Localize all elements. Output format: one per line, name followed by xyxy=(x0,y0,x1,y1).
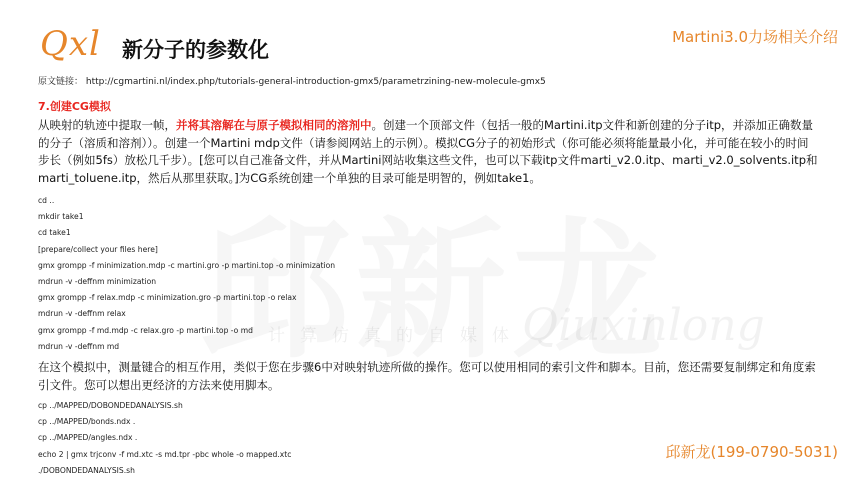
command-line: mkdir take1 xyxy=(38,212,84,222)
watermark-tagline: 计算仿真的自媒体 xyxy=(268,326,524,346)
section-title: 7.创建CG模拟 xyxy=(38,100,111,113)
command-line: mdrun -v -deffnm md xyxy=(38,341,120,351)
command-line: cp ../MAPPED/DOBONDEDANALYSIS.sh xyxy=(38,401,183,410)
command-line: cd .. xyxy=(38,196,55,205)
watermark-script: Qiuxinlong xyxy=(522,300,765,351)
command-line: gmx grompp -f md.mdp -c relax.gro -p martini.top -o md xyxy=(38,325,253,335)
logo: Qxl xyxy=(40,24,101,64)
paragraph-intro xyxy=(38,117,818,187)
paragraph-intro-after: 。创建一个顶部文件（包括一般的Martini.itp文件和新创建的分子itp，并添加正确数量的分子（溶质和溶剂））。创建一个Martini mdp文件（请参阅网站上的示例）。模拟CG分子的初始形式（你可能必须将能量最小化，并可能在较小的时间步长（例如5fs）放松几千步）。[您可以自己准备文件，并从Martini网站收集这些文件，也可以下载itp文件marti_v2.0.itp、marti_v2.0_solvents.itp和marti_toluene.itp，然后从那里获取。]为CG系统创建一个单独的目录可能是明智的，例如take1。 xyxy=(38,118,818,185)
command-list-analysis xyxy=(38,398,291,479)
author-contact: 邱新龙(199-0790-5031) xyxy=(665,443,838,461)
paragraph-analysis: 在这个模拟中，测量键合的相互作用，类似于您在步骤6中对映射轨迹所做的操作。您可以使用相同的索引文件和脚本。目前，您还需要复制绑定和角度索引文件。您可以想出更经济的方法来使用脚本。 xyxy=(38,360,816,392)
command-line: echo 2 | gmx trjconv -f md.xtc -s md.tpr -pbc whole -o mapped.xtc xyxy=(38,449,292,459)
paragraph-intro-before: 从映射的轨迹中提取一帧， xyxy=(38,118,176,132)
command-line: gmx grompp -f relax.mdp -c minimization.gro -p martini.top -o relax xyxy=(38,293,297,303)
paragraph-intro-highlight: 并将其溶解在与原子模拟相同的溶剂中 xyxy=(176,118,372,132)
command-line: ./DOBONDEDANALYSIS.sh xyxy=(38,465,135,475)
command-line: gmx grompp -f minimization.mdp -c martini.gro -p martini.top -o minimization xyxy=(38,260,336,270)
command-line: cd take1 xyxy=(38,228,71,238)
command-line: mdrun -v -deffnm relax xyxy=(38,309,126,319)
command-line: cp ../MAPPED/angles.ndx . xyxy=(38,433,138,443)
source-link[interactable]: 原文链接： http://cgmartini.nl/index.php/tutorials-general-introduction-gmx5/parametrzining-new-molecule-gmx5 xyxy=(38,77,546,87)
series-title: Martini3.0力场相关介绍 xyxy=(672,28,838,46)
command-line: mdrun -v -deffnm minimization xyxy=(38,276,157,286)
command-list-simulation xyxy=(38,193,335,355)
page-title: 新分子的参数化 xyxy=(122,38,269,62)
command-line: [prepare/collect your files here] xyxy=(38,244,158,254)
command-line: cp ../MAPPED/bonds.ndx . xyxy=(38,417,136,427)
